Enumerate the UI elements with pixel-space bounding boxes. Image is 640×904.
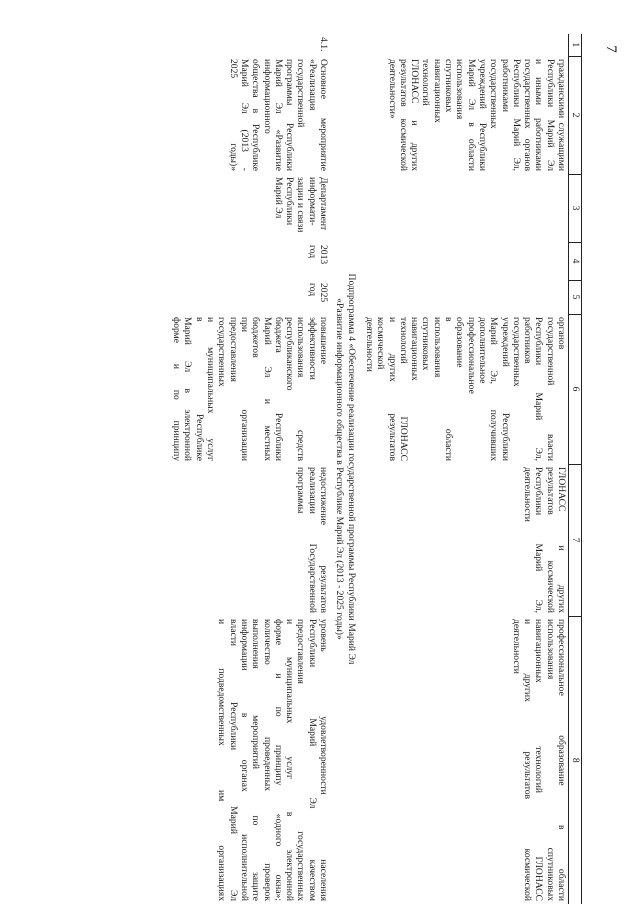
cell-line: в области bbox=[443, 317, 455, 461]
cell-line: государственных bbox=[510, 317, 522, 387]
cell-line: деятельности bbox=[510, 619, 522, 674]
cell-line: информации в органах исполнительной bbox=[238, 619, 250, 901]
cell-end-year bbox=[363, 280, 569, 314]
cell-line: эффективности bbox=[306, 317, 318, 380]
cell-line: использования спутниковых bbox=[544, 619, 556, 901]
cell-line: форме и по принципу «одного окна»; bbox=[272, 619, 284, 901]
cell-executor bbox=[363, 174, 569, 242]
cell-end-year: 2025 год bbox=[306, 283, 330, 303]
column-header-6: 6 bbox=[569, 314, 582, 464]
cell-line: форме и по принципу bbox=[171, 317, 183, 461]
cell-line: информати- bbox=[306, 177, 318, 226]
column-header-4: 4 bbox=[569, 242, 582, 280]
cell-line: власти Республики Марий Эл bbox=[227, 619, 239, 901]
cell-line: использования bbox=[431, 317, 443, 378]
cell-measure-name bbox=[170, 56, 330, 174]
column-header-5: 5 bbox=[569, 280, 582, 314]
cell-line: учреждений Республики bbox=[499, 317, 511, 461]
cell-line: программы bbox=[295, 467, 307, 514]
cell-line: «Реализация bbox=[306, 59, 318, 111]
cell-line: Марий Эл bbox=[272, 177, 284, 219]
cell-line: деятельности» bbox=[386, 59, 398, 119]
cell-line: и других результатов bbox=[386, 317, 398, 461]
measures-table bbox=[170, 34, 582, 904]
cell-line: информационного bbox=[261, 59, 273, 134]
cell-line: программы Республики bbox=[284, 59, 296, 171]
cell-line: дополнительное bbox=[476, 317, 488, 384]
column-header-3: 3 bbox=[569, 174, 582, 242]
cell-line: и муниципальных услуг bbox=[205, 317, 217, 461]
cell-line: Основное мероприятие bbox=[318, 59, 330, 171]
cell-line: зации и связи bbox=[295, 177, 307, 233]
cell-executor bbox=[170, 174, 330, 242]
column-header-2: 2 bbox=[569, 56, 582, 174]
cell-line: общества в Республике bbox=[250, 59, 262, 171]
cell-line: государственных органов bbox=[522, 59, 534, 171]
column-header-8: 8 bbox=[569, 616, 582, 904]
cell-line: государственной bbox=[295, 59, 307, 128]
cell-line: в Республике bbox=[193, 317, 205, 461]
subprogram-heading-row bbox=[330, 34, 363, 904]
column-header-7: 7 bbox=[569, 464, 582, 616]
cell-line: государственных bbox=[488, 59, 500, 129]
cell-line: недостижение результатов bbox=[318, 467, 330, 613]
cell-line: 2025 годы)» bbox=[227, 59, 239, 171]
cell-line: учреждений Республики bbox=[476, 59, 488, 171]
cell-line: Марий Эл (2013 - bbox=[238, 59, 250, 171]
cell-line: навигационных технологий bbox=[420, 59, 443, 123]
programme-table bbox=[112, 34, 582, 904]
cell-number: 4.1. bbox=[318, 37, 330, 52]
subprogram-heading-line-2: «Развитие информационного общества в Республике Марий Эл (2013 - 2025 годы)» bbox=[334, 298, 346, 640]
page-number: 7 bbox=[603, 45, 619, 53]
cell-expected-result bbox=[363, 314, 569, 464]
cell-line: деятельности bbox=[363, 317, 375, 372]
cell-line: профессиональное образование в области bbox=[556, 619, 567, 901]
cell-line: образование bbox=[454, 317, 466, 368]
column-header-row bbox=[569, 34, 582, 904]
cell-line: гражданскими служащими bbox=[556, 59, 567, 171]
cell-line: использования средств bbox=[295, 317, 307, 461]
cell-start-year bbox=[363, 242, 569, 280]
cell-line: работников bbox=[522, 317, 534, 364]
subprogram-heading-line-1: Подпрограмма 4 «Обеспечение реализации государственной программы Республики Марий Эл bbox=[345, 273, 357, 665]
cell-line: навигационных технологий ГЛОНАСС bbox=[533, 619, 545, 901]
cell-line: республиканского bbox=[284, 317, 296, 391]
cell-measure-name bbox=[363, 56, 569, 174]
cell-line: государственных bbox=[216, 317, 228, 387]
cell-line: использования bbox=[454, 59, 466, 120]
cell-line: бюджета Республики bbox=[272, 317, 284, 461]
cell-line: бюджетов bbox=[250, 317, 262, 358]
cell-line: Республики Марий Эл bbox=[544, 59, 556, 171]
cell-line: результатов космической bbox=[544, 467, 556, 613]
cell-line: навигационных bbox=[409, 317, 421, 381]
cell-line: и подведомственных им организациях bbox=[216, 619, 228, 901]
cell-expected-result bbox=[170, 314, 330, 464]
cell-consequences bbox=[170, 464, 330, 616]
cell-indicators bbox=[363, 616, 569, 904]
cell-line: космической bbox=[375, 317, 387, 370]
cell-line: результатов космической bbox=[397, 59, 409, 171]
cell-line: Республики Марий Эл, bbox=[510, 59, 522, 171]
cell-line: уровень удовлетворенности населения bbox=[318, 619, 330, 901]
cell-line: спутниковых bbox=[420, 317, 432, 371]
cell-number bbox=[363, 34, 569, 56]
cell-line: Марий Эл и местных bbox=[261, 317, 273, 461]
cell-line: при организации bbox=[238, 317, 250, 461]
cell-line: предоставления государственных bbox=[295, 619, 307, 901]
cell-indicators bbox=[170, 616, 330, 904]
cell-line: повышение bbox=[318, 317, 330, 365]
cell-line: и других результатов космической bbox=[522, 619, 534, 901]
column-header-1: 1 bbox=[569, 34, 582, 56]
cell-line: Марий Эл «Развитие bbox=[272, 59, 284, 171]
cell-line: технологий ГЛОНАСС bbox=[397, 317, 409, 461]
cell-line: Республики bbox=[284, 177, 296, 226]
cell-line: спутниковых bbox=[443, 59, 455, 113]
cell-line: профессиональное bbox=[465, 317, 477, 394]
cell-line: государственной власти bbox=[544, 317, 556, 461]
cell-line: Марий Эл в области bbox=[465, 59, 477, 171]
cell-line: количество проведенных проверок bbox=[261, 619, 273, 901]
cell-line: работниками bbox=[499, 59, 511, 113]
cell-line: Республики Марий Эл, деятельности bbox=[522, 467, 545, 613]
cell-line: Департамент bbox=[318, 177, 330, 231]
cell-line: реализации Государственной bbox=[306, 467, 318, 613]
cell-line: Марий Эл, получивших bbox=[488, 317, 500, 461]
cell-line: ГЛОНАСС и других bbox=[409, 59, 421, 171]
cell-line: органов bbox=[556, 317, 567, 350]
table-row-continued bbox=[363, 34, 569, 904]
cell-line: Республики Марий Эл качеством bbox=[306, 619, 318, 901]
cell-line: Марий Эл в электронной bbox=[182, 317, 194, 461]
cell-line: и иными работниками bbox=[533, 59, 545, 171]
table-row-4-1 bbox=[170, 34, 330, 904]
cell-line: предоставления bbox=[227, 317, 239, 382]
cell-line: ГЛОНАСС и других bbox=[556, 467, 567, 613]
cell-line: Республики Марий Эл, bbox=[533, 317, 545, 461]
cell-consequences bbox=[363, 464, 569, 616]
cell-start-year: 2013 год bbox=[306, 245, 330, 265]
cell-line: выполнения мероприятий по защите bbox=[250, 619, 262, 901]
subprogram-heading bbox=[330, 34, 363, 904]
cell-line: и муниципальных услуг в электронной bbox=[284, 619, 296, 901]
